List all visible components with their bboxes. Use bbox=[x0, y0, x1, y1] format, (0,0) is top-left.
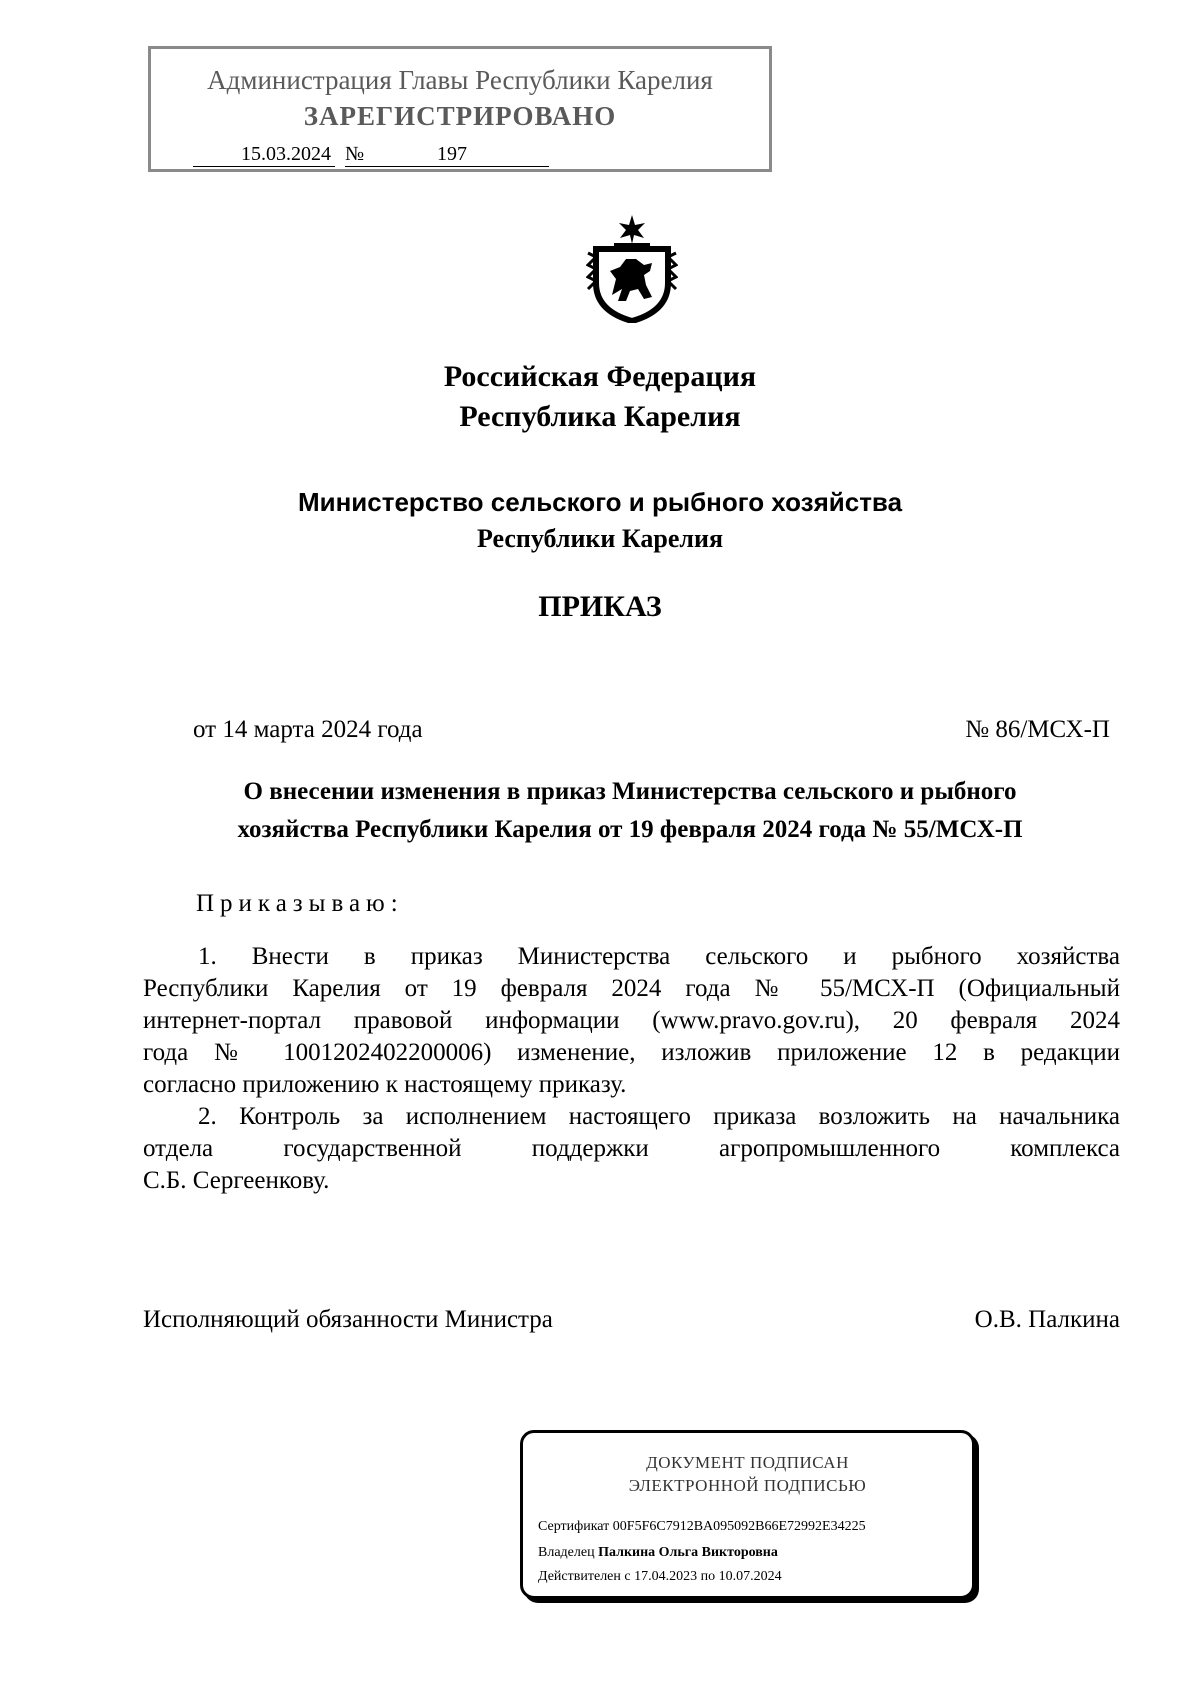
order-number: № 86/МСХ-П bbox=[965, 716, 1110, 743]
subject-line-2: хозяйства Республики Карелия от 19 февраля 2024 года № 55/МСХ-П bbox=[237, 816, 1023, 843]
body-line: согласно приложению к настоящему приказу. bbox=[143, 1071, 627, 1098]
registration-number-sign: № bbox=[345, 143, 367, 167]
esig-valid-to: 10.07.2024 bbox=[718, 1569, 782, 1584]
registration-number: 197 bbox=[367, 143, 549, 167]
esig-title-line1: ДОКУМЕНТ ПОДПИСАН bbox=[646, 1453, 849, 1472]
esig-owner-value: Палкина Ольга Викторовна bbox=[598, 1545, 778, 1560]
body-line: года № 1001202402200006) изменение, изложив приложение 12 в редакции bbox=[143, 1039, 1120, 1066]
esig-valid-label: Действителен с bbox=[538, 1569, 631, 1584]
registration-date: 15.03.2024 bbox=[193, 143, 335, 167]
esig-certificate-value: 00F5F6C7912BA095092B66E72992E34225 bbox=[612, 1519, 866, 1534]
esig-owner bbox=[538, 1545, 778, 1561]
registration-status: ЗАРЕГИСТРИРОВАНО bbox=[303, 101, 617, 131]
region-heading: Республика Карелия bbox=[459, 400, 741, 433]
order-date: от 14 марта 2024 года bbox=[193, 716, 423, 743]
esig-valid-from: 17.04.2023 bbox=[634, 1569, 698, 1584]
body-line: отдела государственной поддержки агропромышленного комплекса bbox=[143, 1135, 1120, 1162]
body-line: 1. Внести в приказ Министерства сельского и рыбного хозяйства bbox=[198, 943, 1120, 970]
body-line: 2. Контроль за исполнением настоящего приказа возложить на начальника bbox=[198, 1103, 1120, 1130]
registration-organization: Администрация Главы Республики Карелия bbox=[207, 65, 713, 95]
ministry-heading: Министерство сельского и рыбного хозяйства bbox=[297, 487, 903, 517]
esig-title-line2: ЭЛЕКТРОННОЙ ПОДПИСЬЮ bbox=[628, 1476, 867, 1495]
electronic-signature-stamp bbox=[520, 1430, 975, 1599]
esig-validity bbox=[538, 1569, 782, 1585]
body-line: интернет-портал правовой информации (www.pravo.gov.ru), 20 февраля 2024 bbox=[143, 1007, 1120, 1034]
subject-line-1: О внесении изменения в приказ Министерства сельского и рыбного bbox=[243, 778, 1017, 805]
body-line: С.Б. Сергеенкову. bbox=[143, 1167, 330, 1194]
esig-owner-label: Владелец bbox=[538, 1545, 595, 1560]
esig-valid-to-label: по bbox=[700, 1569, 716, 1584]
body-line: Республики Карелия от 19 февраля 2024 года № 55/МСХ-П (Официальный bbox=[143, 975, 1120, 1002]
order-directive-label: Приказываю: bbox=[196, 890, 404, 917]
registration-stamp bbox=[148, 46, 772, 172]
document-type: ПРИКАЗ bbox=[538, 590, 662, 623]
ministry-heading-line2: Республики Карелия bbox=[476, 524, 724, 553]
signatory-name: О.В. Палкина bbox=[974, 1306, 1120, 1333]
signatory-title: Исполняющий обязанности Министра bbox=[143, 1306, 553, 1333]
country-heading: Российская Федерация bbox=[443, 360, 757, 393]
order-body bbox=[143, 941, 1120, 1201]
esig-certificate bbox=[538, 1519, 866, 1535]
karelia-coat-of-arms-icon bbox=[586, 213, 678, 323]
esig-certificate-label: Сертификат bbox=[538, 1519, 610, 1534]
